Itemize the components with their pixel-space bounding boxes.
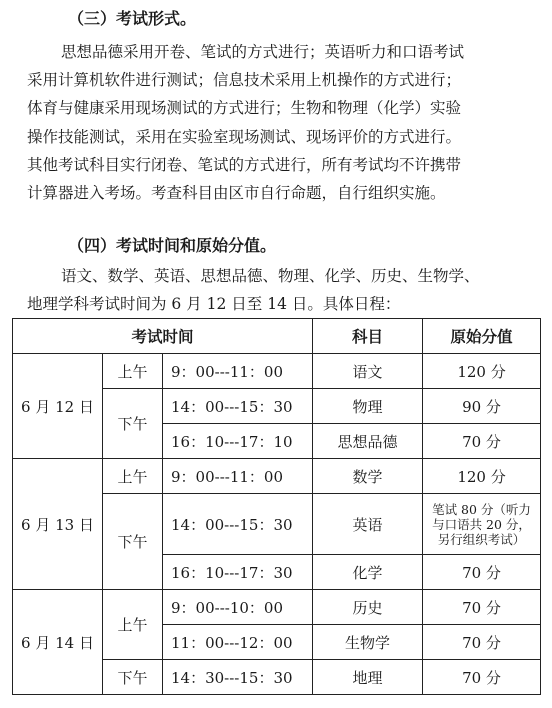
time-cell: 9：00---11：00 bbox=[163, 459, 313, 494]
score-cell: 70 分 bbox=[423, 555, 541, 590]
paragraph-line: 思想品德采用开卷、笔试的方式进行；英语听力和口语考试 bbox=[61, 43, 465, 61]
paragraph-line: 计算器进入考场。考查科目由区市自行命题，自行组织实施。 bbox=[27, 184, 446, 203]
date-cell: 6 月 13 日 bbox=[13, 459, 103, 590]
score-cell-note: 笔试 80 分（听力与口语共 20 分，另行组织考试） bbox=[423, 494, 541, 555]
time-cell: 16：10---17：30 bbox=[163, 555, 313, 590]
time-cell: 11：00---12：00 bbox=[163, 625, 313, 660]
score-cell: 70 分 bbox=[423, 660, 541, 695]
subject-cell: 数学 bbox=[313, 459, 423, 494]
session-cell-am: 上午 bbox=[103, 590, 163, 660]
subject-cell: 思想品德 bbox=[313, 424, 423, 459]
paragraph-exam-format bbox=[27, 38, 537, 207]
session-cell-pm: 下午 bbox=[103, 494, 163, 590]
score-cell: 120 分 bbox=[423, 354, 541, 389]
subject-cell: 地理 bbox=[313, 660, 423, 695]
score-cell: 120 分 bbox=[423, 459, 541, 494]
subject-cell: 英语 bbox=[313, 494, 423, 555]
date-cell: 6 月 12 日 bbox=[13, 354, 103, 459]
time-cell: 9：00---11：00 bbox=[163, 354, 313, 389]
paragraph-line: 采用计算机软件进行测试；信息技术采用上机操作的方式进行； bbox=[27, 71, 462, 90]
table-header-row bbox=[13, 319, 541, 354]
paragraph-line: 操作技能测试，采用在实验室现场测试、现场评价的方式进行。 bbox=[27, 127, 462, 146]
table-row bbox=[13, 459, 541, 494]
paragraph-exam-schedule bbox=[27, 262, 537, 318]
paragraph-line: 地理学科考试时间为 6 月 12 日至 14 日。具体日程： bbox=[27, 295, 401, 314]
table-row bbox=[13, 590, 541, 625]
time-cell: 9：00---10：00 bbox=[163, 590, 313, 625]
subject-cell: 生物学 bbox=[313, 625, 423, 660]
table-row bbox=[13, 354, 541, 389]
session-cell-pm: 下午 bbox=[103, 660, 163, 695]
time-cell: 14：00---15：30 bbox=[163, 389, 313, 424]
time-cell: 14：00---15：30 bbox=[163, 494, 313, 555]
subject-cell: 历史 bbox=[313, 590, 423, 625]
exam-schedule-table bbox=[12, 318, 541, 695]
header-score: 原始分值 bbox=[423, 319, 541, 354]
header-subject: 科目 bbox=[313, 319, 423, 354]
paragraph-line: 语文、数学、英语、思想品德、物理、化学、历史、生物学、 bbox=[61, 267, 480, 285]
paragraph-line: 其他考试科目实行闭卷、笔试的方式进行，所有考试均不许携带 bbox=[27, 155, 462, 174]
subject-cell: 物理 bbox=[313, 389, 423, 424]
score-cell: 70 分 bbox=[423, 424, 541, 459]
subject-cell: 化学 bbox=[313, 555, 423, 590]
time-cell: 14：30---15：30 bbox=[163, 660, 313, 695]
date-cell: 6 月 14 日 bbox=[13, 590, 103, 695]
session-cell-am: 上午 bbox=[103, 459, 163, 494]
subject-cell: 语文 bbox=[313, 354, 423, 389]
score-cell: 70 分 bbox=[423, 590, 541, 625]
section-heading-exam-schedule: （四）考试时间和原始分值。 bbox=[68, 236, 277, 255]
paragraph-line: 体育与健康采用现场测试的方式进行；生物和物理（化学）实验 bbox=[27, 99, 462, 118]
score-cell: 90 分 bbox=[423, 389, 541, 424]
score-cell: 70 分 bbox=[423, 625, 541, 660]
time-cell: 16：10---17：10 bbox=[163, 424, 313, 459]
section-heading-exam-format: （三）考试形式。 bbox=[68, 9, 197, 28]
header-exam-time: 考试时间 bbox=[13, 319, 313, 354]
session-cell-am: 上午 bbox=[103, 354, 163, 389]
session-cell-pm: 下午 bbox=[103, 389, 163, 459]
